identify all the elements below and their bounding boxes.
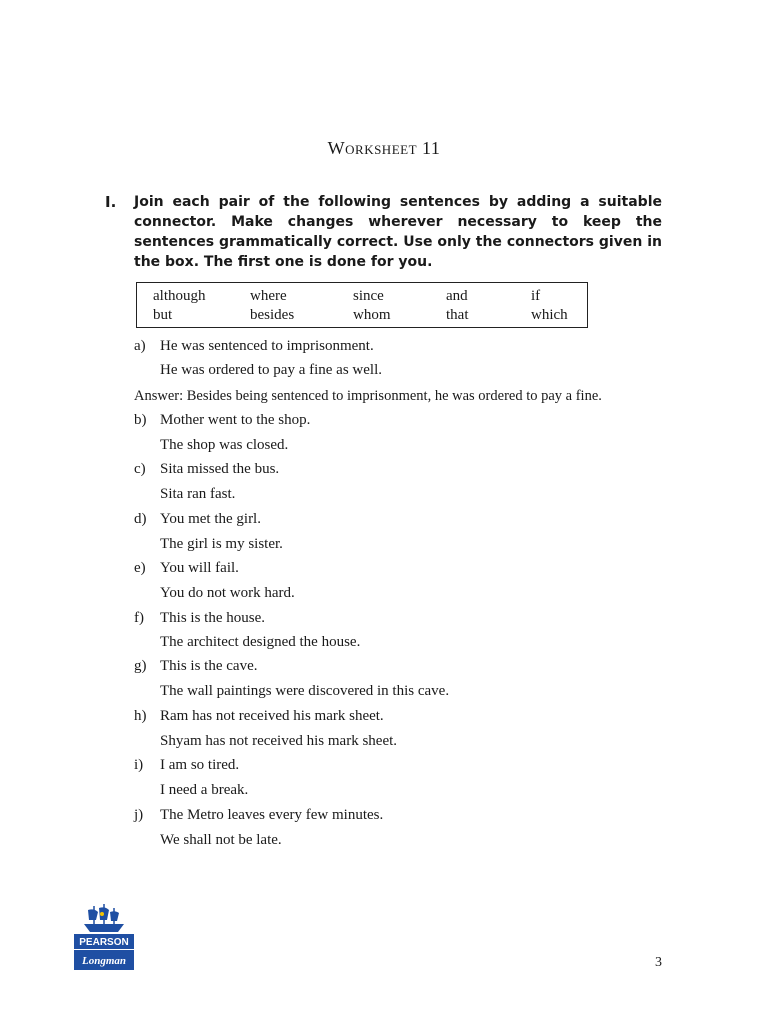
sentence-first: I am so tired. [160,757,240,773]
sentence-second: The girl is my sister. [160,536,283,552]
item-label: g) [134,658,147,674]
connector-word: but [153,307,173,323]
sentence-second: He was ordered to pay a fine as well. [160,362,382,378]
item-label: h) [134,708,147,724]
sentence-second: Shyam has not received his mark sheet. [160,733,398,749]
connector-word: besides [250,307,295,323]
item-label: a) [134,338,146,354]
sentence-second: We shall not be late. [160,832,282,848]
connector-word: and [446,288,468,304]
question-number: I. [105,193,117,211]
connector-word: since [353,288,384,304]
sentence-second: The wall paintings were discovered in this cave. [160,683,450,699]
connector-word: although [153,288,206,304]
item-label: j) [134,807,144,823]
instructions: Join each pair of the following sentences by adding a suitable connector. Make changes wherever necessary to keep the sentences grammatically correct. Use only the connectors given in the box. The first one is done for you. [134,194,662,270]
sentence-second: You do not work hard. [160,585,295,601]
sentence-second: Sita ran fast. [160,486,236,502]
sentence-first: He was sentenced to imprisonment. [160,338,374,354]
sentence-second: The architect designed the house. [160,634,361,650]
logo-bottom-text: Longman [81,955,127,967]
sentence-first: You met the girl. [160,511,261,527]
connector-word: if [531,288,541,304]
item-label: i) [134,757,144,773]
page-number: 3 [655,955,662,970]
worksheet-title: Worksheet 11 [327,138,441,158]
item-label: f) [134,610,144,626]
connector-word: which [531,307,568,323]
answer-example: Answer: Besides being sentenced to imprisonment, he was ordered to pay a fine. [134,388,602,404]
item-label: d) [134,511,147,527]
sentence-first: The Metro leaves every few minutes. [160,807,384,823]
sentence-first: Mother went to the shop. [160,412,311,428]
connector-word: that [446,307,469,323]
item-label: e) [134,560,146,576]
item-label: c) [134,461,146,477]
publisher-logo [72,900,136,972]
sentence-second: I need a break. [160,782,249,798]
logo-top-text: PEARSON [79,937,129,948]
item-label: b) [134,412,147,428]
sentence-first: Ram has not received his mark sheet. [160,708,384,724]
sentence-first: This is the house. [160,610,265,626]
connector-box [136,282,588,328]
ship-icon [72,900,136,972]
sentence-first: You will fail. [160,560,239,576]
sentence-first: Sita missed the bus. [160,461,280,477]
connector-word: whom [353,307,391,323]
sentence-first: This is the cave. [160,658,258,674]
sentence-second: The shop was closed. [160,437,289,453]
connector-word: where [250,288,287,304]
